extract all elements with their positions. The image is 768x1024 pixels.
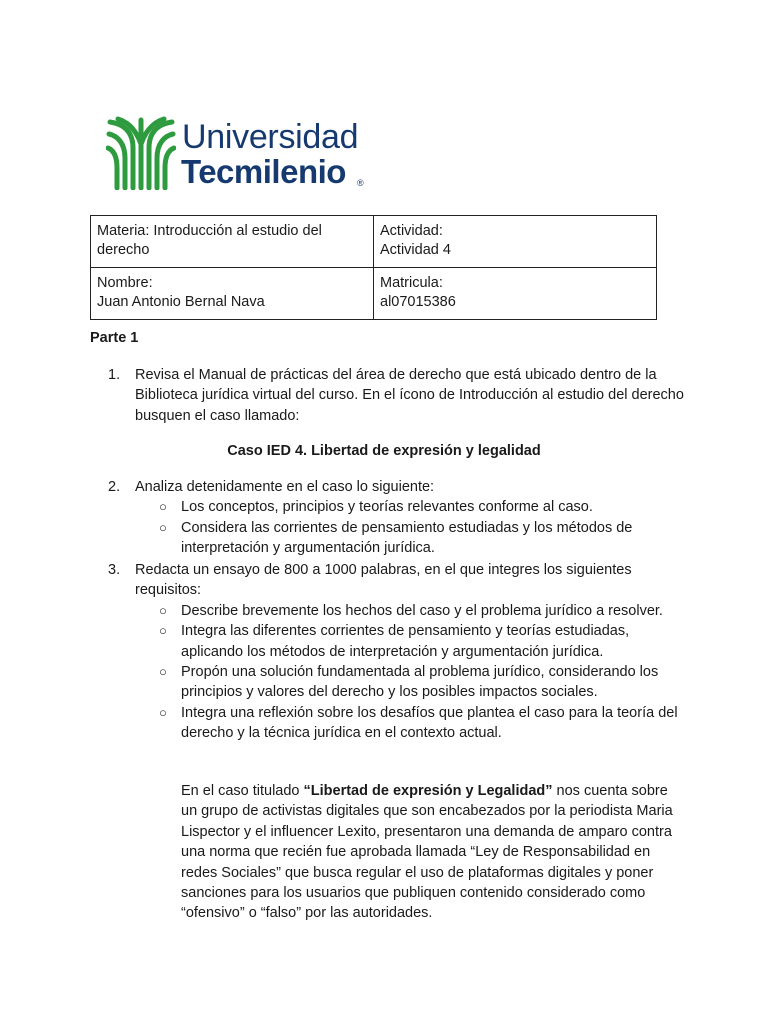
sub-item-text: Describe brevemente los hechos del caso y el problema jurídico a resolver. (181, 602, 663, 619)
materia-text: Materia: Introducción al estudio del derecho (97, 223, 322, 258)
university-logo (106, 114, 376, 194)
registered-mark: ® (357, 178, 364, 188)
sub-item (159, 662, 686, 703)
matricula-label: Matricula: (380, 275, 443, 291)
essay-body: nos cuenta sobre un grupo de activistas digitales que son encabezados por la periodista Maria Lispector y el influencer Lexito, presentaron una demanda de amparo contra una norma que recién fue aprobada llamada “Ley de Responsabilidad en redes Sociales” que busca regular el uso de plataformas digitales y poner sanciones para los usuarios que publiquen contenido considerado como “ofensivo” o “falso” por las autoridades. (181, 783, 673, 922)
list-item-1 (108, 365, 688, 426)
item-text: Analiza detenidamente en el caso lo siguiente: (135, 479, 435, 495)
materia-cell (91, 216, 374, 268)
sub-item-text: Considera las corrientes de pensamiento estudiadas y los métodos de interpretación y argumentación jurídica. (181, 519, 633, 557)
sub-item (159, 497, 686, 517)
list-item-2 (108, 477, 688, 559)
sub-item-text: Integra una reflexión sobre los desafíos que plantea el caso para la teoría del derecho y la técnica jurídica en el contexto actual. (181, 704, 678, 742)
case-title: Caso IED 4. Libertad de expresión y legalidad (227, 443, 541, 459)
item-number: 2. (108, 479, 121, 495)
sub-item-text: Integra las diferentes corrientes de pensamiento y teorías estudiadas, aplicando los métodos de interpretación y argumentación jurídica. (181, 623, 630, 660)
sub-item (159, 703, 686, 744)
circle-bullet-icon: ○ (159, 499, 167, 515)
nombre-cell (91, 268, 374, 320)
list-item-3 (108, 560, 688, 744)
sub-item (159, 518, 686, 559)
sub-item-text: Propón una solución fundamentada al problema jurídico, considerando los principios y valores del derecho y los posibles impactos sociales. (181, 664, 659, 701)
essay-paragraph (181, 781, 681, 924)
section-heading: Parte 1 (90, 330, 139, 346)
matricula-value: al07015386 (380, 294, 456, 310)
item-text: Redacta un ensayo de 800 a 1000 palabras, en el que integres los siguientes requisitos: (135, 562, 632, 599)
item-text: Revisa el Manual de prácticas del área de derecho que está ubicado dentro de la Biblioteca jurídica virtual del curso. En el ícono de Introducción al estudio del derecho busquen el caso llamado: (135, 367, 684, 424)
sub-item (159, 621, 686, 662)
tecmilenio-tree-icon (106, 114, 176, 190)
logo-word-tecmilenio: Tecmilenio (181, 153, 346, 190)
sub-item (159, 601, 686, 621)
circle-bullet-icon: ○ (159, 623, 167, 639)
essay-intro: En el caso titulado (181, 783, 304, 799)
nombre-value: Juan Antonio Bernal Nava (97, 294, 265, 310)
sub-item-text: Los conceptos, principios y teorías relevantes conforme al caso. (181, 499, 593, 516)
nombre-label: Nombre: (97, 275, 153, 291)
matricula-cell (374, 268, 657, 320)
student-info-table (90, 215, 657, 320)
actividad-label: Actividad: (380, 223, 443, 239)
circle-bullet-icon: ○ (159, 664, 167, 680)
actividad-value: Actividad 4 (380, 242, 451, 258)
actividad-cell (374, 216, 657, 268)
circle-bullet-icon: ○ (159, 704, 167, 720)
essay-case-name: “Libertad de expresión y Legalidad” (303, 783, 553, 799)
circle-bullet-icon: ○ (159, 519, 167, 535)
circle-bullet-icon: ○ (159, 602, 167, 618)
item-number: 3. (108, 562, 121, 578)
item-number: 1. (108, 367, 121, 383)
logo-word-universidad: Universidad (182, 118, 359, 156)
